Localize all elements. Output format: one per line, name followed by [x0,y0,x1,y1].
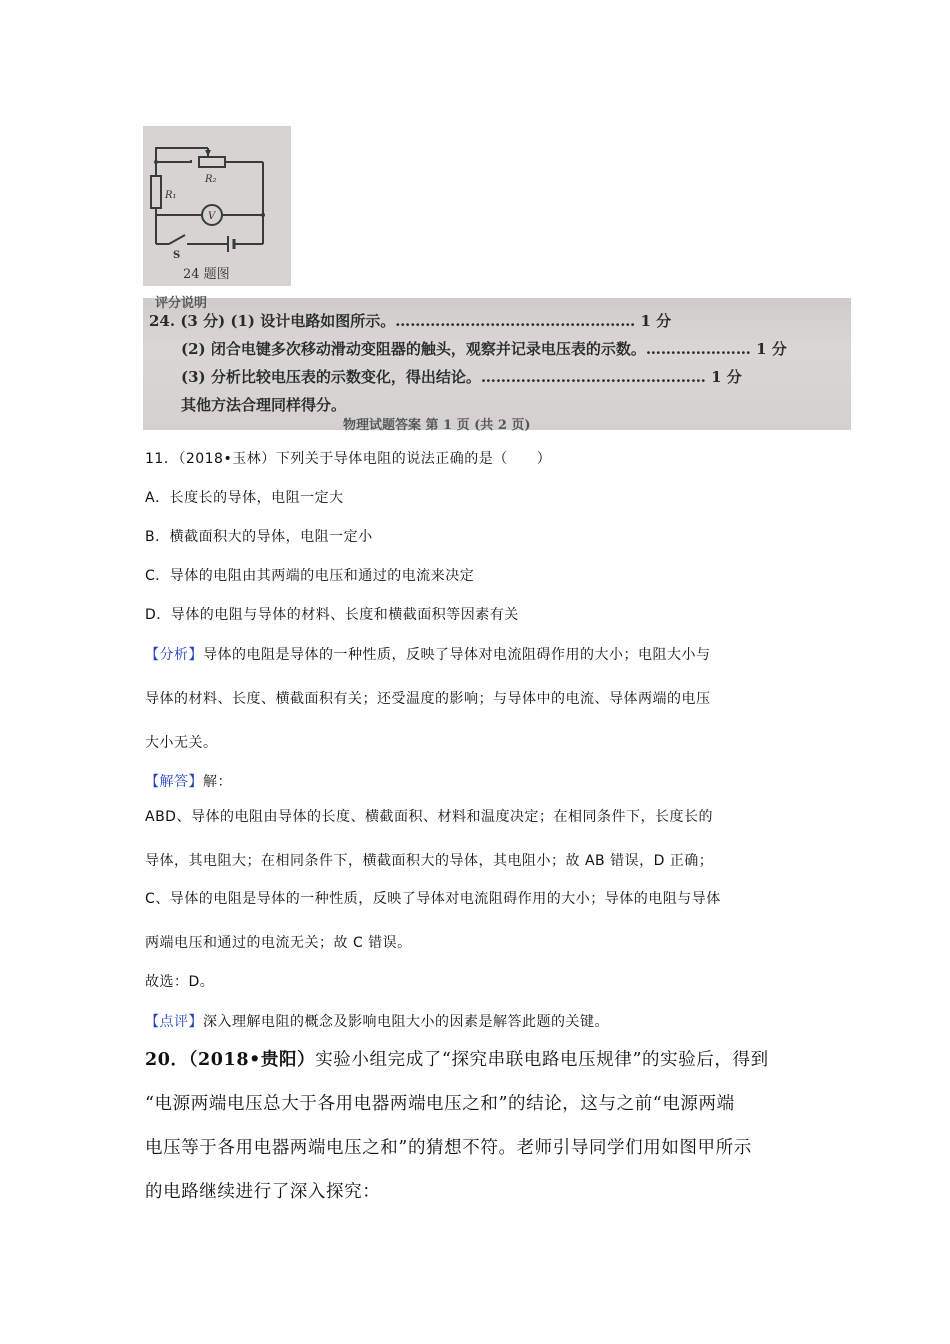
circuit-diagram [143,126,291,286]
answer-tag: 【解答】 [145,774,203,790]
circuit-diagram-image [143,126,291,286]
r2-label: R₂ [205,174,217,185]
q20-line-3: 电压等于各用电器两端电压之和”的猜想不符。老师引导同学们用如图甲所示 [145,1138,752,1158]
scan-line-1: 24. (3 分) (1) 设计电路如图所示。………………………………………… 1 分 [149,312,672,330]
q11-analysis-line-3: 大小无关。 [145,735,218,751]
r1-label: R₁ [165,190,177,201]
q20-source: （2018•贵阳） [188,1050,316,1070]
analysis-tag: 【分析】 [145,647,203,663]
scan-line-2: (2) 闭合电键多次移动滑动变阻器的触头，观察并记录电压表的示数。………………… 1 分 [181,340,787,358]
q11-stem: 11．（2018•玉林）下列关于导体电阻的说法正确的是（ ） [145,451,552,467]
q20-line-2: “电源两端电压总大于各用电器两端电压之和”的结论，这与之前“电源两端 [145,1094,735,1114]
answer-key-image [143,296,851,433]
switch-label: S [173,250,181,261]
figure-caption: 24 题图 [183,267,230,282]
q11-answer-header: 【解答】解： [145,774,232,790]
comment-tag: 【点评】 [145,1014,203,1030]
q11-answer-line-1: ABD、导体的电阻由导体的长度、横截面积、材料和温度决定；在相同条件下，长度长的 [145,809,713,825]
q11-option-d: D．导体的电阻与导体的材料、长度和横截面积等因素有关 [145,607,519,623]
q11-analysis-line-2: 导体的材料、长度、横截面积有关；还受温度的影响；与导体中的电流、导体两端的电压 [145,691,711,707]
scan-line-3: (3) 分析比较电压表的示数变化，得出结论。……………………………………… 1 分 [181,368,742,386]
q11-option-b: B．横截面积大的导体，电阻一定小 [145,529,373,545]
q11-choice: 故选：D。 [145,974,215,990]
q20-line-4: 的电路继续进行了深入探究： [145,1182,381,1202]
q11-option-a: A．长度长的导体，电阻一定大 [145,490,344,506]
q11-comment: 【点评】深入理解电阻的概念及影响电阻大小的因素是解答此题的关键。 [145,1014,609,1030]
q11-answer-line-2: 导体，其电阻大；在相同条件下，横截面积大的导体，其电阻小；故 AB 错误，D 正确； [145,853,714,869]
q20-number: 20． [145,1050,189,1070]
scan-line-4: 其他方法合理同样得分。 [181,396,347,414]
scan-header: 评分说明 [155,296,208,311]
q20-line-1: 20．（2018•贵阳）实验小组完成了“探究串联电路电压规律”的实验后，得到 [145,1050,769,1070]
q11-option-c: C．导体的电阻由其两端的电压和通过的电流来决定 [145,568,475,584]
scan-footer: 物理试题答案 第 1 页 (共 2 页) [343,418,531,433]
voltmeter-label: V [208,211,216,222]
q11-answer-line-3: C、导体的电阻是导体的一种性质，反映了导体对电流阻碍作用的大小；导体的电阻与导体 [145,891,721,907]
q11-answer-line-4: 两端电压和通过的电流无关；故 C 错误。 [145,935,412,951]
q11-analysis-line-1: 【分析】导体的电阻是导体的一种性质，反映了导体对电流阻碍作用的大小；电阻大小与 [145,647,711,663]
